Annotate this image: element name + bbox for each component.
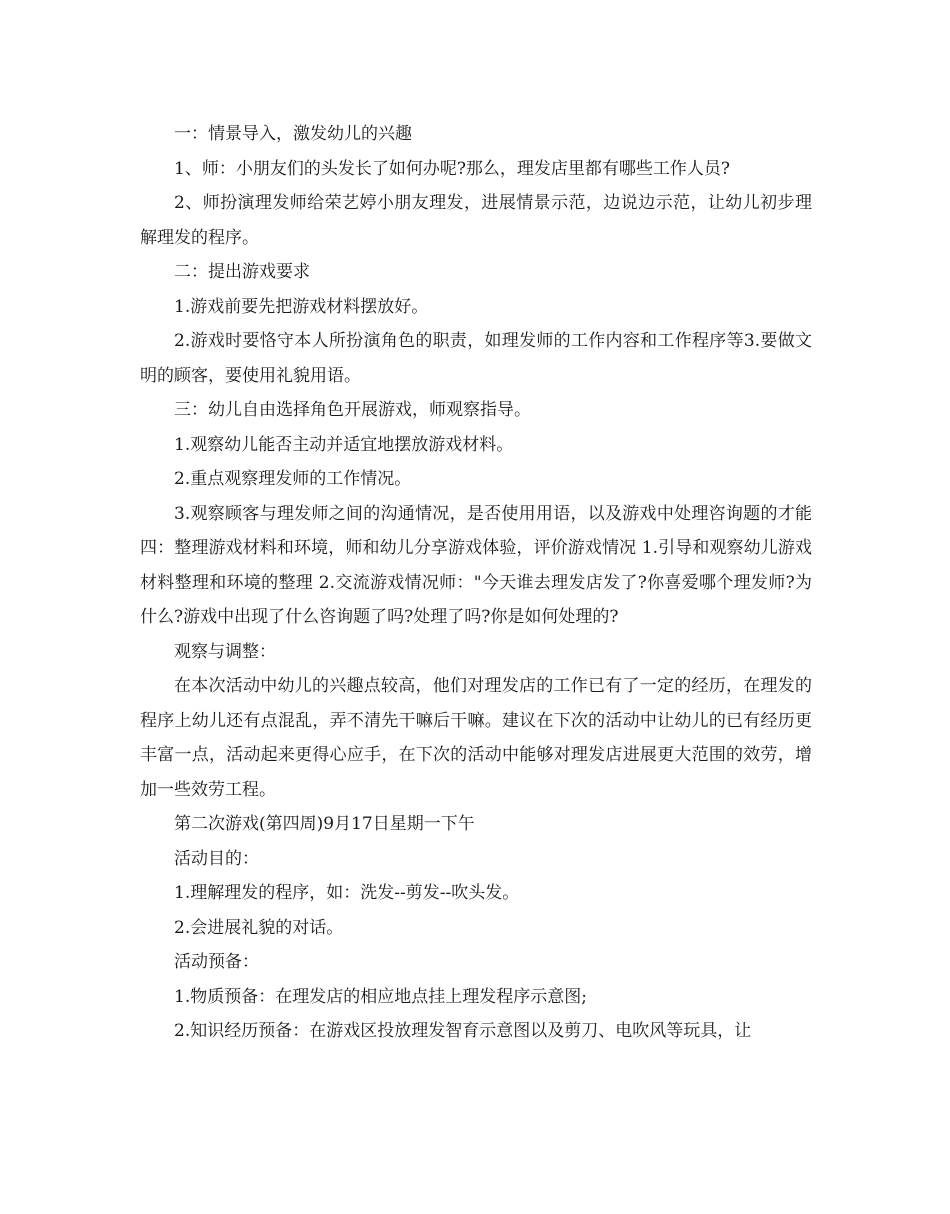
section-heading-2: 二：提出游戏要求 — [174, 262, 310, 282]
paragraph-observation: 在本次活动中幼儿的兴趣点较高，他们对理发店的工作已有了一定的经历，在理发的程序上幼儿还有点混乱，弄不清先干嘛后干嘛。建议在下次的活动中让幼儿的已有经历更丰富一点，活动起来更得心应手，在下次的活动中能够对理发店进展更大范围的效劳，增加一些效劳工程。 — [140, 676, 812, 800]
paragraph-5: 2.游戏时要恪守本人所扮演角色的职责，如理发师的工作内容和工作程序等3.要做文明的顾客，要使用礼貌用语。 — [140, 331, 812, 386]
paragraph-4: 1.游戏前要先把游戏材料摆放好。 — [174, 296, 429, 317]
section-heading-preparation: 活动预备： — [174, 952, 259, 972]
document-body — [140, 117, 812, 1049]
section-heading-observation: 观察与调整： — [174, 641, 276, 662]
section-heading-1: 一：情景导入，激发幼儿的兴趣 — [174, 124, 412, 144]
paragraph-7: 1.观察幼儿能否主动并适宜地摆放游戏材料。 — [174, 434, 514, 455]
paragraph-8: 2.重点观察理发师的工作情况。 — [174, 469, 412, 489]
paragraph-goal-1: 1.理解理发的程序，如：洗发--剪发--吹头发。 — [174, 883, 520, 903]
paragraph-prep-2: 2.知识经历预备：在游戏区投放理发智育示意图以及剪刀、电吹风等玩具，让 — [174, 1021, 752, 1041]
paragraph-9: 3.观察顾客与理发师之间的沟通情况，是否使用用语，以及游戏中处理咨询题的才能四：整理游戏材料和环境，师和幼儿分享游戏体验，评价游戏情况 1.引导和观察幼儿游戏材料整理和环境的整理 2.交流游戏情况师："今天谁去理发店发了?你喜爱哪个理发师?为什么?游戏中出现了什么咨询题了吗?处理了吗?你是如何处理的? — [140, 503, 812, 627]
paragraph-1: 1、师：小朋友们的头发长了如何办呢?那么，理发店里都有哪些工作人员? — [174, 158, 731, 179]
paragraph-2: 2、师扮演理发师给荣艺婷小朋友理发，进展情景示范，边说边示范，让幼儿初步理解理发的程序。 — [140, 193, 812, 248]
paragraph-goal-2: 2.会进展礼貌的对话。 — [174, 917, 344, 938]
section-heading-goals: 活动目的： — [174, 848, 259, 869]
paragraph-prep-1: 1.物质预备：在理发店的相应地点挂上理发程序示意图; — [174, 986, 587, 1007]
section-heading-3: 三：幼儿自由选择角色开展游戏，师观察指导。 — [174, 400, 531, 420]
section-heading-second-game: 第二次游戏(第四周)9月17日星期一下午 — [174, 814, 475, 834]
